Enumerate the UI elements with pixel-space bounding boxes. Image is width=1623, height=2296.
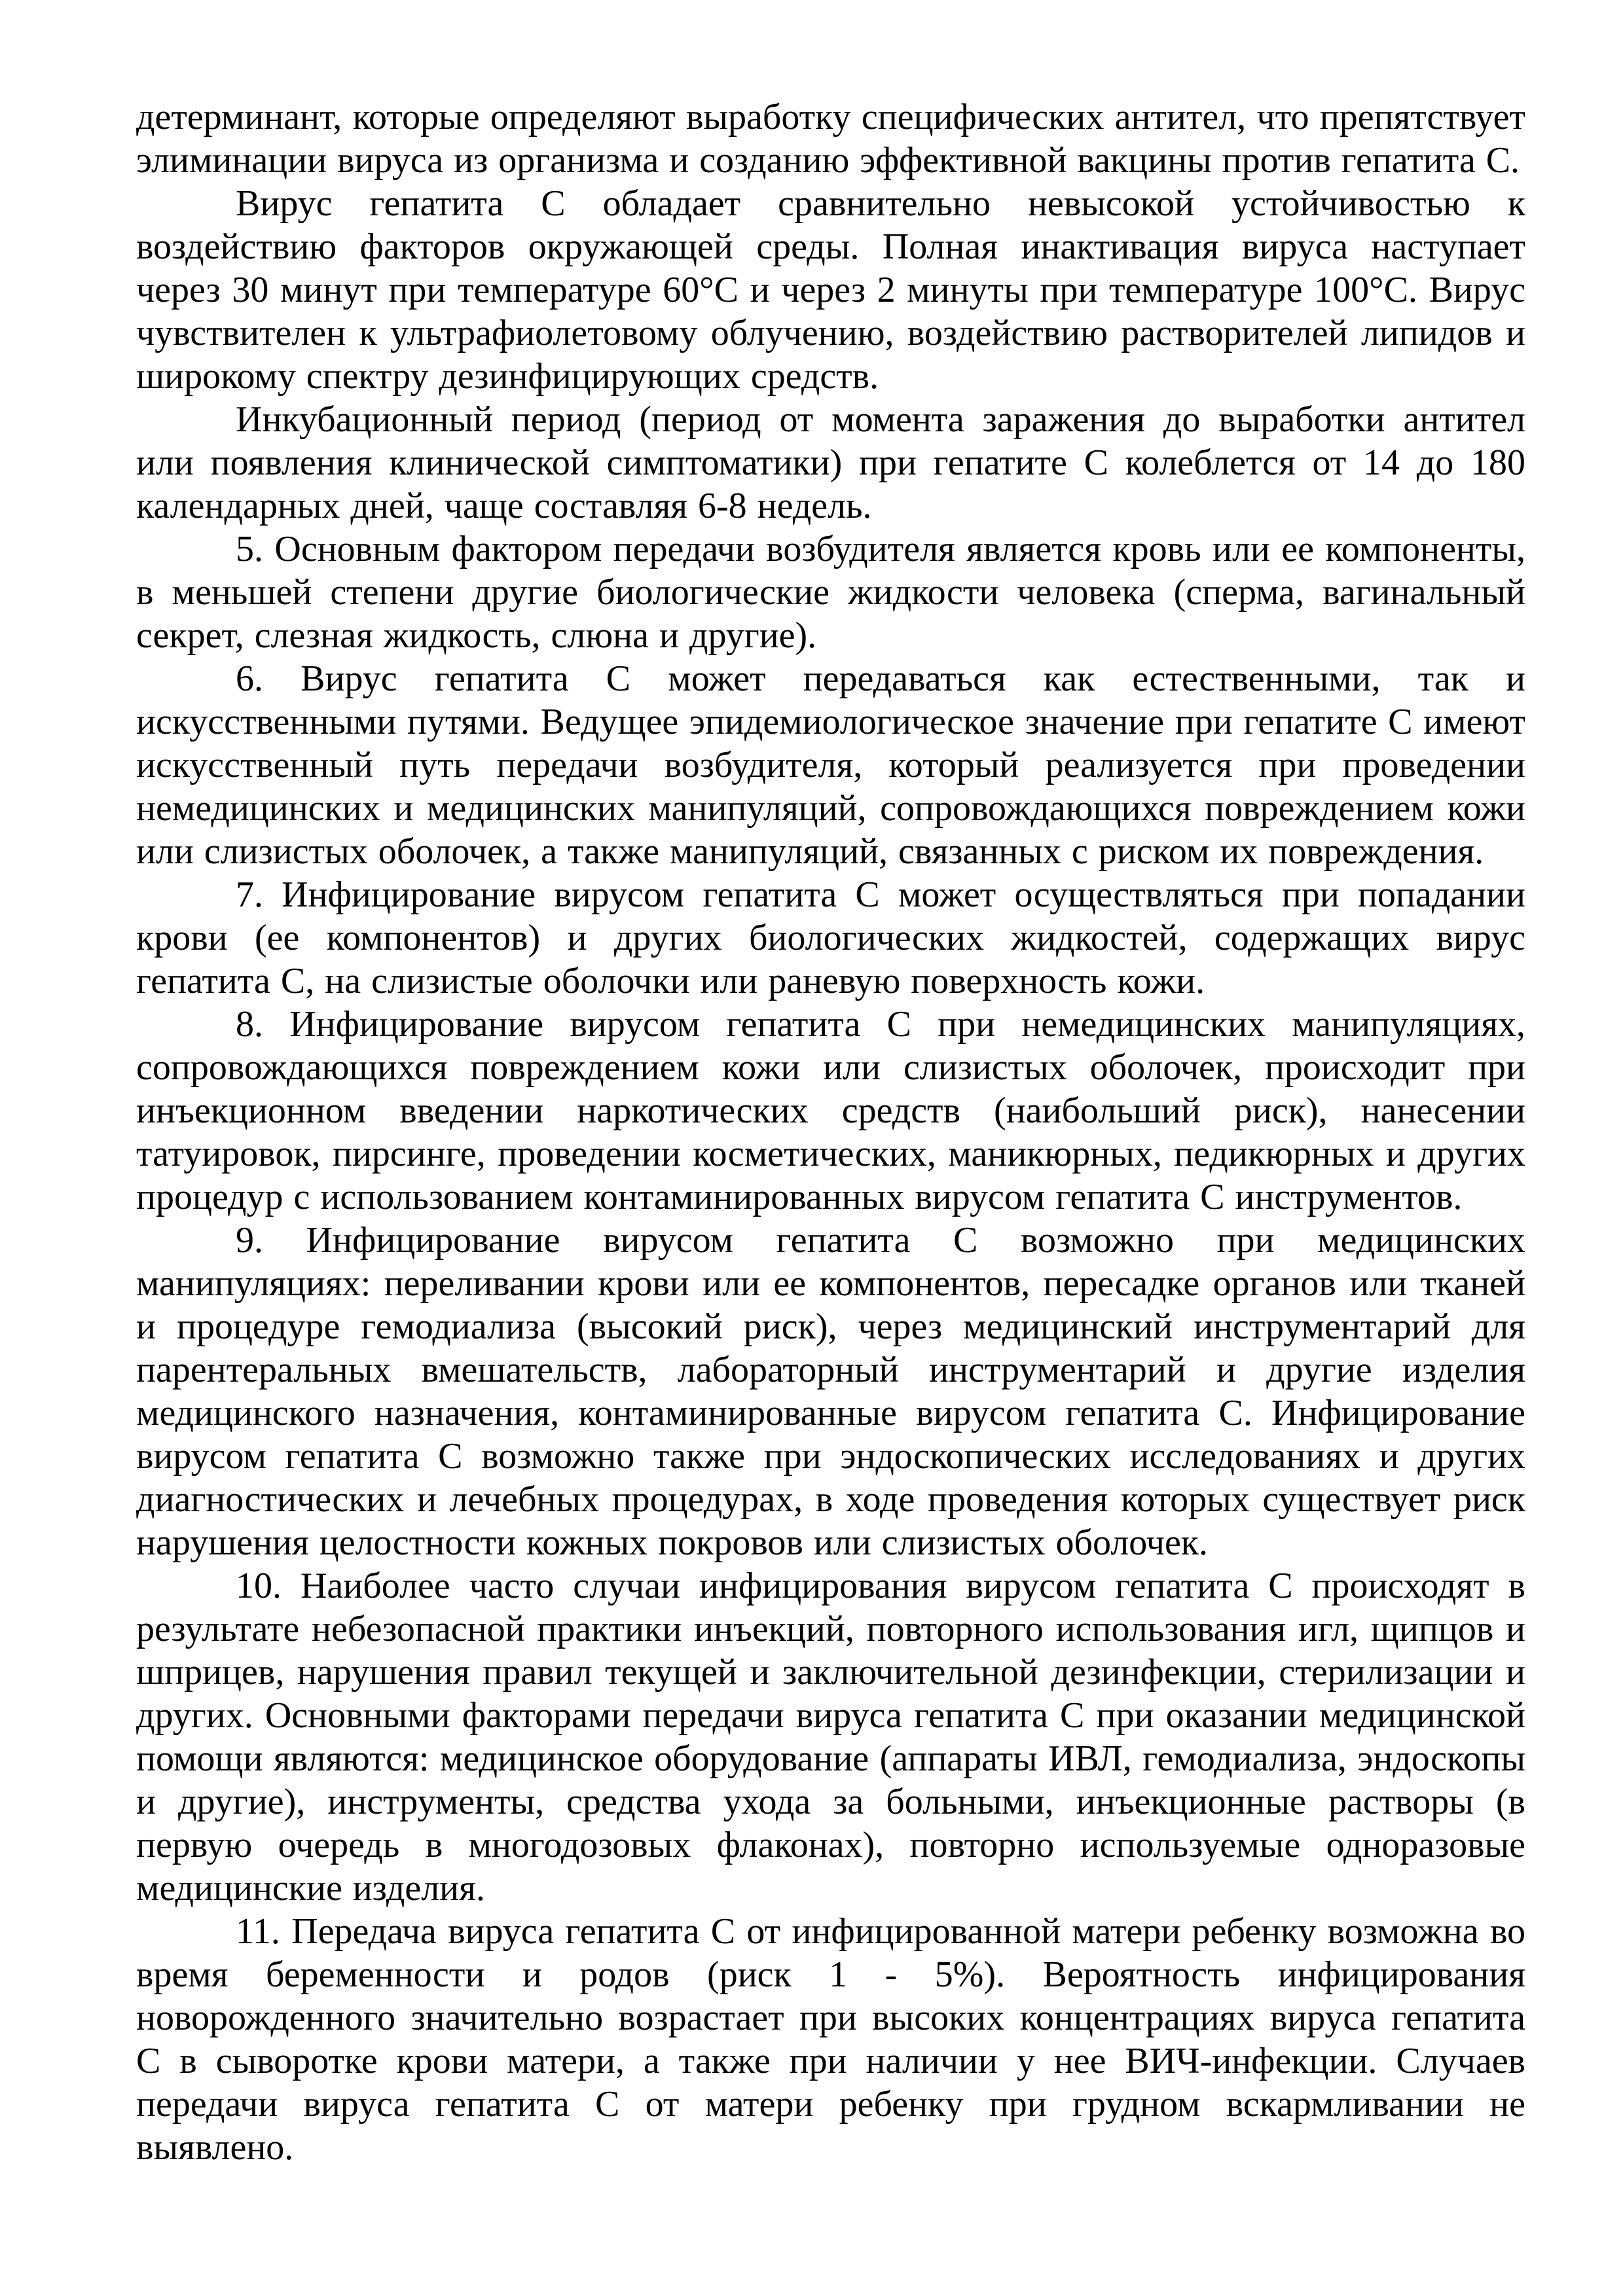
paragraph-item-5: 5. Основным фактором передачи возбудителя является кровь или ее компоненты, в меньшей степени другие биологические жидкости человека (сперма, вагинальный секрет, слезная жидкость, слюна и другие). <box>136 529 1525 656</box>
paragraph-item-6: 6. Вирус гепатита С может передаваться как естественными, так и искусственными путями. Ведущее эпидемиологическое значение при гепатите С имеют искусственный путь передачи возбудителя, который реализуется при проведении немедицинских и медицинских манипуляций, сопровождающихся повреждением кожи или слизистых оболочек, а также манипуляций, связанных с риском их повреждения. <box>136 658 1525 872</box>
paragraph-item-9: 9. Инфицирование вирусом гепатита С возможно при медицинских манипуляциях: переливании крови или ее компонентов, пересадке органов или тканей и процедуре гемодиализа (высокий риск), через медицинский инструментарий для парентеральных вмешательств, лабораторный инструментарий и другие изделия медицинского назначения, контаминированные вирусом гепатита С. Инфицирование вирусом гепатита С возможно также при эндоскопических исследованиях и других диагностических и лечебных процедурах, в ходе проведения которых существует риск нарушения целостности кожных покровов или слизистых оболочек. <box>136 1220 1525 1563</box>
paragraph-incubation-period: Инкубационный период (период от момента заражения до выработки антител или появления клинической симптоматики) при гепатите С колеблется от 14 до 180 календарных дней, чаще составляя 6-8 недель. <box>136 399 1525 526</box>
paragraph-item-11: 11. Передача вируса гепатита С от инфицированной матери ребенку возможна во время беременности и родов (риск 1 - 5%). Вероятность инфицирования новорожденного значительно возрастает при высоких концентрациях вируса гепатита С в сыворотке крови матери, а также при наличии у нее ВИЧ-инфекции. Случаев передачи вируса гепатита С от матери ребенку при грудном вскармливании не выявлено. <box>136 1911 1525 2168</box>
paragraph-item-8: 8. Инфицирование вирусом гепатита С при немедицинских манипуляциях, сопровождающихся повреждением кожи или слизистых оболочек, происходит при инъекционном введении наркотических средств (наибольший риск), нанесении татуировок, пирсинге, проведении косметических, маникюрных, педикюрных и других процедур с использованием контаминированных вирусом гепатита С инструментов. <box>136 1004 1525 1217</box>
paragraph-virus-resistance: Вирус гепатита С обладает сравнительно невысокой устойчивостью к воздействию факторов окружающей среды. Полная инактивация вируса наступает через 30 минут при температуре 60°С и через 2 минуты при температуре 100°С. Вирус чувствителен к ультрафиолетовому облучению, воздействию растворителей липидов и широкому спектру дезинфицирующих средств. <box>136 183 1525 397</box>
paragraph-continuation: детерминант, которые определяют выработку специфических антител, что препятствует элиминации вируса из организма и созданию эффективной вакцины против гепатита С. <box>136 97 1525 181</box>
paragraph-item-7: 7. Инфицирование вирусом гепатита С может осуществляться при попадании крови (ее компонентов) и других биологических жидкостей, содержащих вирус гепатита С, на слизистые оболочки или раневую поверхность кожи. <box>136 874 1525 1001</box>
paragraph-item-10: 10. Наиболее часто случаи инфицирования вирусом гепатита С происходят в результате небезопасной практики инъекций, повторного использования игл, щипцов и шприцев, нарушения правил текущей и заключительной дезинфекции, стерилизации и других. Основными факторами передачи вируса гепатита С при оказании медицинской помощи являются: медицинское оборудование (аппараты ИВЛ, гемодиализа, эндоскопы и другие), инструменты, средства ухода за больными, инъекционные растворы (в первую очередь в многодозовых флаконах), повторно используемые одноразовые медицинские изделия. <box>136 1566 1525 1909</box>
document-text-block <box>136 96 1525 2169</box>
